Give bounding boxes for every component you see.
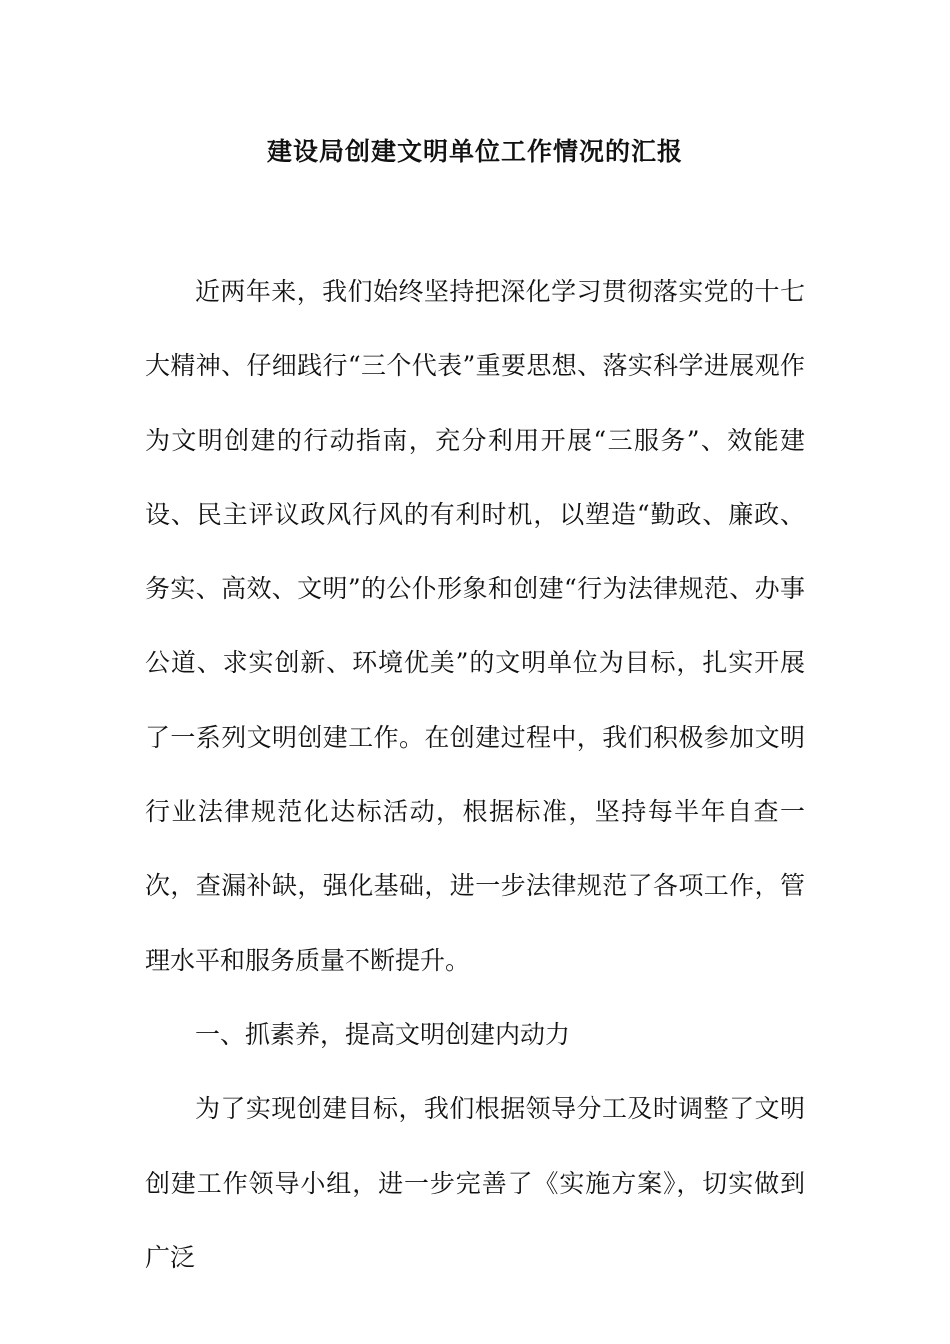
section-paragraph: 为了实现创建目标，我们根据领导分工及时调整了文明创建工作领导小组，进一步完善了《实施方案》，切实做到广泛 [145, 1094, 805, 1272]
document-title: 建设局创建文明单位工作情况的汇报 [266, 137, 683, 166]
intro-paragraph: 近两年来，我们始终坚持把深化学习贯彻落实党的十七大精神、仔细践行“三个代表”重要思想、落实科学进展观作为文明创建的行动指南，充分利用开展“三服务”、效能建设、民主评议政风行风的有利时机，以塑造“勤政、廉政、务实、高效、文明”的公仆形象和创建“行为法律规范、办事公道、求实创新、环境优美”的文明单位为目标，扎实开展了一系列文明创建工作。在创建过程中，我们积极参加文明行业法律规范化达标活动，根据标准，坚持每半年自查一次，查漏补缺，强化基础，进一步法律规范了各项工作，管理水平和服务质量不断提升。 [145, 277, 805, 975]
section-heading: 一、抓素养，提高文明创建内动力 [195, 1019, 571, 1049]
document-body [145, 255, 805, 1295]
